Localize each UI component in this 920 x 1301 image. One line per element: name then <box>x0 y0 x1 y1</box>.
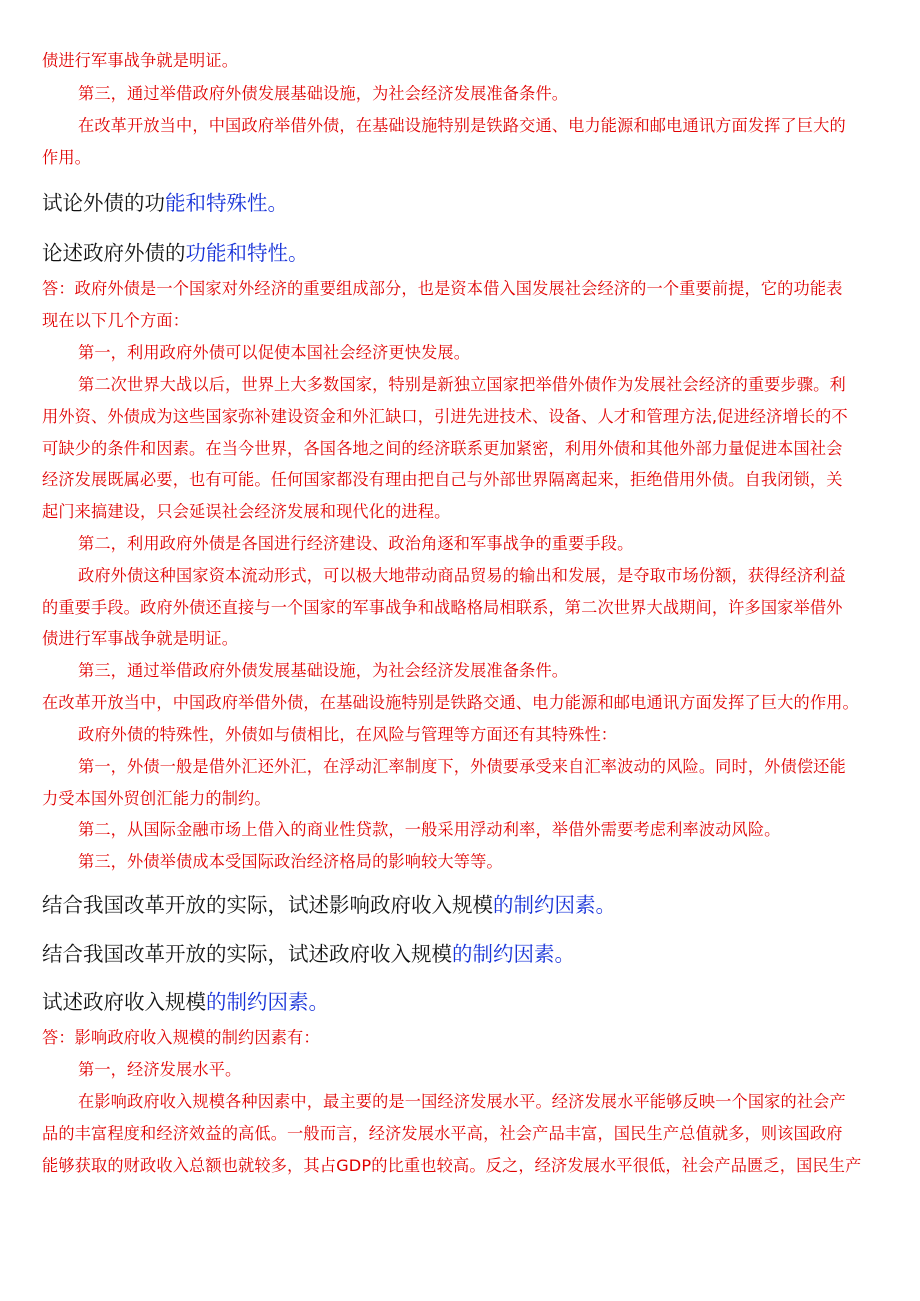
question-heading <box>42 189 882 217</box>
text-line: 第二，从国际金融市场上借入的商业性贷款，一般采用浮动利率，举借外需要考虑利率波动风险。 <box>78 820 781 839</box>
text-line: 在改革开放当中，中国政府举借外债，在基础设施特别是铁路交通、电力能源和邮电通讯方面发挥了巨大的 <box>78 116 846 135</box>
text-line: 第二，利用政府外债是各国进行经济建设、政治角逐和军事战争的重要手段。 <box>78 534 634 553</box>
question-heading <box>42 940 882 968</box>
text-line: 经济发展既属必要，也有可能。任何国家都没有理由把自己与外部世界隔离起来，拒绝借用外债。自我闭锁，关 <box>42 470 843 489</box>
text-line: 债进行军事战争就是明证。 <box>42 629 239 648</box>
heading-text: 论述政府外债的 <box>42 241 186 265</box>
question-heading <box>42 891 882 919</box>
heading-text-highlight: 功能和特性。 <box>185 241 309 265</box>
text-line: 起门来搞建设，只会延误社会经济发展和现代化的进程。 <box>42 502 451 521</box>
text-line: 的重要手段。政府外债还直接与一个国家的军事战争和战略格局相联系，第二次世界大战期间，许多国家举借外 <box>42 598 843 617</box>
question-heading <box>42 239 882 267</box>
heading-text-highlight: 的制约因素。 <box>452 942 575 966</box>
heading-text-highlight: 的制约因素。 <box>493 893 616 917</box>
text-line: 第二次世界大战以后，世界上大多数国家，特别是新独立国家把举借外债作为发展社会经济的重要步骤。利 <box>78 375 846 394</box>
text-line: 政府外债这种国家资本流动形式，可以极大地带动商品贸易的输出和发展，是夺取市场份额，获得经济利益 <box>78 566 846 585</box>
heading-text: 结合我国改革开放的实际，试述政府收入规模 <box>42 942 452 966</box>
text-line: 力受本国外贸创汇能力的制约。 <box>42 789 271 808</box>
text-line: 在改革开放当中，中国政府举借外债，在基础设施特别是铁路交通、电力能源和邮电通讯方面发挥了巨大的作用。 <box>42 693 859 712</box>
heading-text: 试述政府收入规模 <box>42 990 206 1014</box>
text-line: 用外资、外债成为这些国家弥补建设资金和外汇缺口，引进先进技术、设备、人才和管理方法,促进经济增长的不 <box>42 407 848 426</box>
heading-text-highlight: 能和特殊性。 <box>165 191 288 215</box>
text-line: 可缺少的条件和因素。在当今世界，各国各地之间的经济联系更加紧密，利用外债和其他外部力量促进本国社会 <box>42 439 843 458</box>
text-line: 第一，外债一般是借外汇还外汇，在浮动汇率制度下，外债要承受来自汇率波动的风险。同时，外债偿还能 <box>78 757 846 776</box>
text-line: 答：政府外债是一个国家对外经济的重要组成部分，也是资本借入国发展社会经济的一个重要前提，它的功能表 <box>42 279 843 298</box>
text-line: 作用。 <box>42 148 92 167</box>
text-line: 在影响政府收入规模各种因素中，最主要的是一国经济发展水平。经济发展水平能够反映一个国家的社会产 <box>78 1092 846 1111</box>
text-line: 第三，通过举借政府外债发展基础设施，为社会经济发展准备条件。 <box>78 661 569 680</box>
heading-text: 试论外债的功 <box>42 191 165 215</box>
text-line: 品的丰富程度和经济效益的高低。一般而言，经济发展水平高，社会产品丰富，国民生产总值就多，则该国政府 <box>42 1124 843 1143</box>
heading-text-highlight: 的制约因素。 <box>206 990 329 1014</box>
question-heading <box>42 988 882 1016</box>
text-line: 第三，通过举借政府外债发展基础设施，为社会经济发展准备条件。 <box>78 84 569 103</box>
text-line: 答：影响政府收入规模的制约因素有： <box>42 1028 320 1047</box>
text-line: 第三，外债举债成本受国际政治经济格局的影响较大等等。 <box>78 852 503 871</box>
text-line: 第一，利用政府外债可以促使本国社会经济更快发展。 <box>78 343 471 362</box>
text-line: 债进行军事战争就是明证。 <box>42 51 239 70</box>
text-line: 第一，经济发展水平。 <box>78 1060 242 1079</box>
text-line: 能够获取的财政收入总额也就较多，其占GDP的比重也较高。反之，经济发展水平很低，社会产品匮乏，国民生产 <box>42 1156 862 1175</box>
text-line: 现在以下几个方面： <box>42 311 190 330</box>
text-line: 政府外债的特殊性，外债如与债相比，在风险与管理等方面还有其特殊性： <box>78 725 618 744</box>
heading-text: 结合我国改革开放的实际，试述影响政府收入规模 <box>42 893 493 917</box>
